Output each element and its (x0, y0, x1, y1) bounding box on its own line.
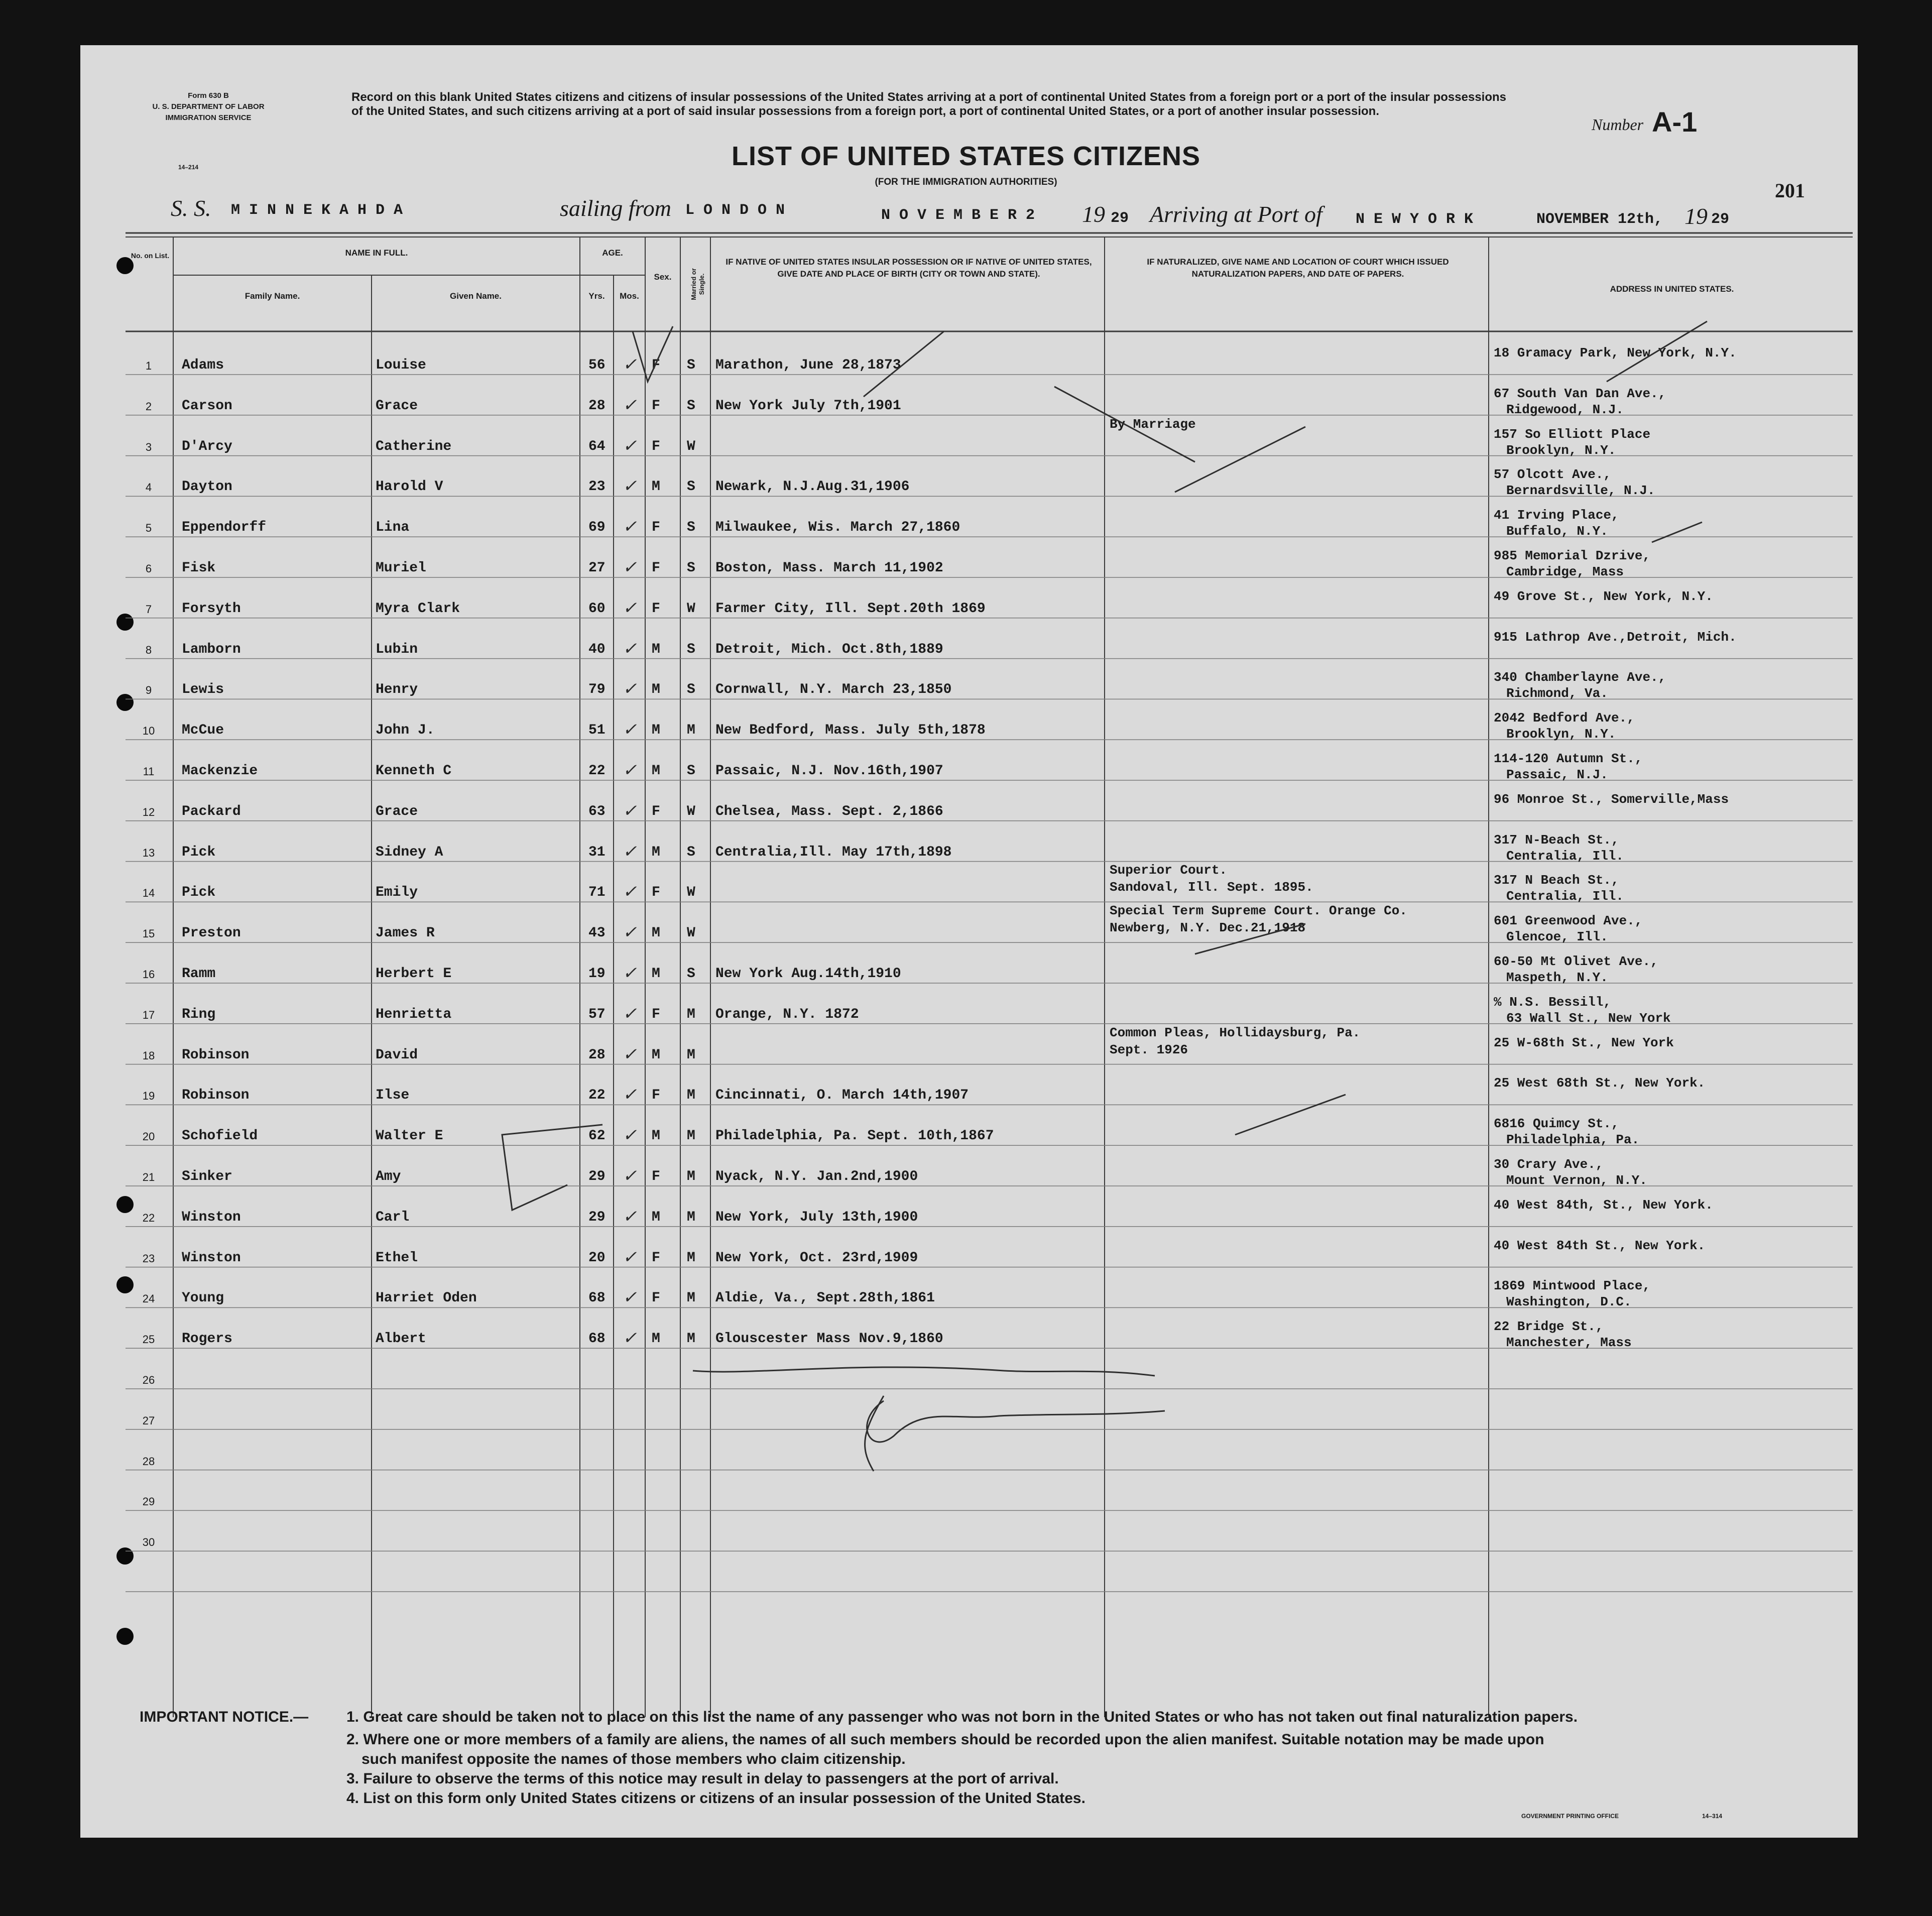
row-number: 29 (142, 1495, 155, 1508)
birth-place-date: Cincinnati, O. March 14th,1907 (715, 1088, 969, 1104)
sex: M (652, 723, 660, 739)
birth-place-date: Aldie, Va., Sept.28th,1861 (715, 1290, 935, 1306)
age-years: 69 (588, 520, 606, 536)
col-naturalized-header: IF NATURALIZED, GIVE NAME AND LOCATION OF COURT WHICH ISSUED NATURALIZATION PAPERS, AND DATE OF PAPERS. (1147, 257, 1449, 279)
family-name: Ring (182, 1006, 216, 1022)
check-mark-icon: ✓ (623, 1166, 637, 1186)
col-family-header: Family Name. (245, 291, 300, 301)
family-name: Ramm (182, 966, 216, 982)
check-mark-icon: ✓ (623, 720, 637, 740)
check-mark-icon: ✓ (623, 679, 637, 699)
address-line: Brooklyn, N.Y. (1506, 727, 1616, 742)
col-sex-header: Sex. (654, 272, 672, 282)
sail-year-prefix: 19 (1082, 201, 1105, 227)
birth-place-date: Nyack, N.Y. Jan.2nd,1900 (715, 1169, 918, 1184)
naturalization-line: Sept. 1926 (1110, 1042, 1188, 1057)
address-line: 2042 Bedford Ave., (1494, 710, 1635, 726)
sex: F (652, 601, 660, 617)
birth-place-date: Newark, N.J.Aug.31,1906 (715, 479, 910, 495)
age-years: 60 (588, 601, 606, 617)
given-name: Lubin (376, 641, 418, 657)
naturalization-line: Sandoval, Ill. Sept. 1895. (1110, 880, 1313, 895)
address-line: 60-50 Mt Olivet Ave., (1494, 954, 1658, 969)
check-mark-icon: ✓ (623, 1206, 637, 1227)
marital-status: S (687, 479, 695, 495)
marital-status: S (687, 520, 695, 536)
given-name: Ethel (376, 1250, 418, 1266)
family-name: Pick (182, 885, 216, 901)
arrival-year: 29 (1711, 211, 1730, 228)
age-years: 29 (588, 1169, 606, 1184)
birth-place-date: Cornwall, N.Y. March 23,1850 (715, 682, 952, 698)
birth-place-date: Marathon, June 28,1873 (715, 357, 901, 373)
marital-status: M (687, 1088, 695, 1104)
address-line: 40 West 84th St., New York. (1494, 1238, 1706, 1253)
col-name-header: NAME IN FULL. (345, 248, 408, 258)
marital-status: S (687, 641, 695, 657)
row-number: 28 (142, 1455, 155, 1468)
marital-status: S (687, 560, 695, 576)
given-name: Louise (376, 357, 426, 373)
marital-status: S (687, 763, 695, 779)
marital-status: S (687, 357, 695, 373)
sex: F (652, 357, 660, 373)
page-title: LIST OF UNITED STATES CITIZENS (732, 141, 1200, 171)
printer-credit: GOVERNMENT PRINTING OFFICE (1521, 1813, 1619, 1820)
age-years: 63 (588, 803, 606, 819)
address-line: 67 South Van Dan Ave., (1494, 386, 1666, 401)
birth-place-date: Glouscester Mass Nov.9,1860 (715, 1331, 943, 1347)
check-mark-icon: ✓ (623, 517, 637, 537)
arrival-year-prefix: 19 (1684, 203, 1708, 229)
check-mark-icon: ✓ (623, 395, 637, 415)
marital-status: S (687, 398, 695, 414)
sex: F (652, 885, 660, 901)
row-number: 26 (142, 1374, 155, 1386)
given-name: Harold V (376, 479, 443, 495)
check-mark-icon: ✓ (623, 963, 637, 983)
arrival-port: N E W Y O R K (1356, 211, 1474, 228)
family-name: Winston (182, 1209, 241, 1225)
age-years: 56 (588, 357, 606, 373)
given-name: David (376, 1047, 418, 1063)
given-name: Herbert E (376, 966, 452, 982)
given-name: Catherine (376, 438, 452, 454)
family-name: Forsyth (182, 601, 241, 617)
row-number: 8 (145, 643, 152, 656)
address-line: Manchester, Mass (1506, 1335, 1632, 1351)
naturalization-line: By Marriage (1110, 416, 1196, 432)
given-name: Sidney A (376, 844, 443, 860)
family-name: Robinson (182, 1088, 250, 1104)
address-line: 30 Crary Ave., (1494, 1157, 1604, 1172)
intro-text: Record on this blank United States citizens and citizens of insular possessions of the United States arriving at a port of continental United States from a foreign port or a port of the insular possessions of the United States, and such citizens arriving at a port of said insular possessions from a foreign port, a port of continental United States, or a port of another insular possession. (351, 90, 1506, 118)
sex: M (652, 682, 660, 698)
sex: F (652, 438, 660, 454)
address-line: 40 West 84th, St., New York. (1494, 1197, 1713, 1213)
given-name: John J. (376, 723, 435, 739)
row-number: 16 (142, 968, 155, 981)
family-name: Pick (182, 844, 216, 860)
birth-place-date: Centralia,Ill. May 17th,1898 (715, 844, 952, 860)
family-name: Rogers (182, 1331, 232, 1347)
check-mark-icon: ✓ (623, 760, 637, 780)
address-line: Bernardsville, N.J. (1506, 483, 1655, 499)
age-years: 28 (588, 398, 606, 414)
family-name: Preston (182, 925, 241, 941)
address-line: 317 N Beach St., (1494, 873, 1619, 888)
sex: M (652, 479, 660, 495)
col-birth-header: IF NATIVE OF UNITED STATES INSULAR POSSESSION OR IF NATIVE OF UNITED STATES, GIVE DATE AND PLACE OF BIRTH (CITY OR TOWN AND STATE). (726, 257, 1092, 279)
address-line: 18 Gramacy Park, New York, N.Y. (1494, 345, 1737, 361)
age-years: 40 (588, 641, 606, 657)
sex: M (652, 966, 660, 982)
address-line: Philadelphia, Pa. (1506, 1132, 1640, 1148)
address-line: 22 Bridge St., (1494, 1319, 1604, 1335)
check-mark-icon: ✓ (623, 1125, 637, 1146)
sex: M (652, 1209, 660, 1225)
birth-place-date: New York July 7th,1901 (715, 398, 901, 414)
given-name: Albert (376, 1331, 426, 1347)
address-line: Maspeth, N.Y. (1506, 970, 1608, 985)
row-number: 14 (142, 887, 155, 900)
address-line: Richmond, Va. (1506, 686, 1608, 701)
marital-status: M (687, 1169, 695, 1184)
sail-date: N O V E M B E R 2 (881, 207, 1035, 224)
address-line: 985 Memorial Dzrive, (1494, 548, 1651, 563)
family-name: Lamborn (182, 641, 241, 657)
address-line: 340 Chamberlayne Ave., (1494, 670, 1666, 685)
given-name: Walter E (376, 1128, 443, 1144)
row-number: 27 (142, 1414, 155, 1427)
age-years: 27 (588, 560, 606, 576)
address-line: Brooklyn, N.Y. (1506, 442, 1616, 458)
marital-status: M (687, 1006, 695, 1022)
birth-place-date: Farmer City, Ill. Sept.20th 1869 (715, 601, 986, 617)
address-line: Glencoe, Ill. (1506, 929, 1608, 945)
notice-item: 1. Great care should be taken not to place on this list the name of any passenger who was not born in the United States or who has not taken out final naturalization papers. (346, 1709, 1578, 1725)
given-name: Ilse (376, 1088, 410, 1104)
row-number: 6 (145, 562, 152, 575)
address-line: Passaic, N.J. (1506, 767, 1608, 782)
check-mark-icon: ✓ (623, 882, 637, 902)
address-line: Mount Vernon, N.Y. (1506, 1173, 1647, 1188)
age-years: 51 (588, 723, 606, 739)
address-line: Ridgewood, N.J. (1506, 402, 1624, 417)
family-name: Winston (182, 1250, 241, 1266)
given-name: Grace (376, 398, 418, 414)
sex: F (652, 560, 660, 576)
address-line: Buffalo, N.Y. (1506, 524, 1608, 539)
address-line: Centralia, Ill. (1506, 848, 1624, 864)
notice-item: 4. List on this form only United States citizens or citizens of an insular possession of the United States. (346, 1790, 1085, 1807)
family-name: Dayton (182, 479, 232, 495)
departure-port: L O N D O N (685, 202, 785, 219)
list-number: A-1 (1652, 106, 1698, 138)
birth-place-date: Chelsea, Mass. Sept. 2,1866 (715, 803, 943, 819)
family-name: Lewis (182, 682, 224, 698)
col-age-header: AGE. (602, 248, 623, 258)
given-name: Myra Clark (376, 601, 460, 617)
sex: F (652, 1169, 660, 1184)
family-name: Robinson (182, 1047, 250, 1063)
row-number: 5 (145, 522, 152, 535)
birth-place-date: Boston, Mass. March 11,1902 (715, 560, 943, 576)
address-line: 114-120 Autumn St., (1494, 751, 1643, 766)
check-mark-icon: ✓ (623, 476, 637, 497)
notice-item: 2. Where one or more members of a family are aliens, the names of all such members should be recorded upon the alien manifest. Suitable notation may be made upon (346, 1731, 1544, 1748)
address-line: 157 So Elliott Place (1494, 426, 1651, 442)
address-line: Washington, D.C. (1506, 1294, 1632, 1310)
sex: F (652, 398, 660, 414)
family-name: Adams (182, 357, 224, 373)
family-name: Fisk (182, 560, 216, 576)
number-label: Number (1592, 115, 1644, 134)
given-name: Henry (376, 682, 418, 698)
address-line: 49 Grove St., New York, N.Y. (1494, 588, 1713, 604)
given-name: Harriet Oden (376, 1290, 477, 1306)
sex: M (652, 1047, 660, 1063)
family-name: Young (182, 1290, 224, 1306)
check-mark-icon: ✓ (623, 1328, 637, 1349)
check-mark-icon: ✓ (623, 922, 637, 943)
notice-label: IMPORTANT NOTICE.— (140, 1709, 309, 1725)
marital-status: W (687, 803, 695, 819)
family-name: McCue (182, 723, 224, 739)
ship-name: M I N N E K A H D A (231, 202, 403, 219)
age-years: 62 (588, 1128, 606, 1144)
family-name: Carson (182, 398, 232, 414)
birth-place-date: Orange, N.Y. 1872 (715, 1006, 859, 1022)
arrival-date: NOVEMBER 12th, (1536, 211, 1663, 228)
row-number: 9 (145, 684, 152, 697)
age-years: 22 (588, 1088, 606, 1104)
row-number: 25 (142, 1333, 155, 1346)
address-line: Centralia, Ill. (1506, 889, 1624, 904)
service: IMMIGRATION SERVICE (165, 113, 252, 122)
birth-place-date: New York, Oct. 23rd,1909 (715, 1250, 918, 1266)
col-given-header: Given Name. (450, 291, 502, 301)
sex: F (652, 1290, 660, 1306)
given-name: Muriel (376, 560, 426, 576)
age-years: 29 (588, 1209, 606, 1225)
address-line: % N.S. Bessill, (1494, 994, 1612, 1010)
notice-item: 3. Failure to observe the terms of this notice may result in delay to passengers at the port of arrival. (346, 1770, 1059, 1787)
given-name: Carl (376, 1209, 410, 1225)
given-name: Lina (376, 520, 410, 536)
age-years: 43 (588, 925, 606, 941)
marital-status: M (687, 1047, 695, 1063)
check-mark-icon: ✓ (623, 1085, 637, 1105)
footer-code: 14–314 (1702, 1813, 1723, 1820)
marital-status: M (687, 1128, 695, 1144)
sex: M (652, 1128, 660, 1144)
ss-label: S. S. (171, 195, 211, 221)
family-name: Schofield (182, 1128, 258, 1144)
department: U. S. DEPARTMENT OF LABOR (152, 102, 265, 111)
address-line: 317 N-Beach St., (1494, 832, 1619, 848)
address-line: 601 Greenwood Ave., (1494, 913, 1643, 929)
age-years: 31 (588, 844, 606, 860)
sex: M (652, 641, 660, 657)
given-name: Grace (376, 803, 418, 819)
given-name: James R (376, 925, 435, 941)
address-line: 915 Lathrop Ave.,Detroit, Mich. (1494, 629, 1737, 645)
check-mark-icon: ✓ (623, 435, 637, 456)
row-number: 18 (142, 1049, 155, 1062)
col-address-header: ADDRESS IN UNITED STATES. (1610, 284, 1734, 294)
row-number: 23 (142, 1252, 155, 1265)
naturalization-line: Common Pleas, Hollidaysburg, Pa. (1110, 1025, 1361, 1040)
check-mark-icon: ✓ (623, 557, 637, 577)
row-number: 22 (142, 1211, 155, 1224)
row-number: 3 (145, 440, 152, 453)
check-mark-icon: ✓ (623, 800, 637, 821)
row-number: 10 (142, 725, 155, 738)
sail-year: 29 (1111, 210, 1129, 227)
sex: M (652, 844, 660, 860)
notice-item: such manifest opposite the names of those members who claim citizenship. (361, 1751, 906, 1767)
row-number: 17 (142, 1008, 155, 1021)
address-line: Cambridge, Mass (1506, 564, 1624, 579)
check-mark-icon: ✓ (623, 1003, 637, 1024)
row-number: 21 (142, 1171, 155, 1183)
row-number: 30 (142, 1536, 155, 1549)
age-years: 28 (588, 1047, 606, 1063)
age-years: 57 (588, 1006, 606, 1022)
marital-status: M (687, 1250, 695, 1266)
sailing-label: sailing from (560, 195, 671, 221)
naturalization-line: Special Term Supreme Court. Orange Co. (1110, 903, 1407, 919)
address-line: 25 West 68th St., New York. (1494, 1075, 1706, 1091)
marital-status: M (687, 1331, 695, 1347)
marital-status: M (687, 1290, 695, 1306)
marital-status: M (687, 723, 695, 739)
row-number: 7 (145, 603, 152, 616)
page-subtitle: (FOR THE IMMIGRATION AUTHORITIES) (875, 177, 1057, 187)
row-number: 15 (142, 927, 155, 940)
family-name: Eppendorff (182, 520, 267, 536)
sex: M (652, 925, 660, 941)
marital-status: W (687, 438, 695, 454)
marital-status: W (687, 925, 695, 941)
birth-place-date: Detroit, Mich. Oct.8th,1889 (715, 641, 943, 657)
check-mark-icon: ✓ (623, 841, 637, 862)
form-code: 14–214 (178, 164, 199, 171)
row-number: 13 (142, 846, 155, 859)
address-line: 6816 Quimcy St., (1494, 1116, 1619, 1132)
col-mos-header: Mos. (620, 291, 639, 301)
given-name: Amy (376, 1169, 401, 1184)
address-line: 96 Monroe St., Somerville,Mass (1494, 791, 1729, 807)
given-name: Kenneth C (376, 763, 452, 779)
marital-status: S (687, 844, 695, 860)
check-mark-icon: ✓ (623, 1287, 637, 1308)
arriving-label: Arriving at Port of (1150, 201, 1322, 227)
marital-status: S (687, 966, 695, 982)
sex: M (652, 1331, 660, 1347)
age-years: 68 (588, 1331, 606, 1347)
marital-status: W (687, 601, 695, 617)
birth-place-date: New Bedford, Mass. July 5th,1878 (715, 723, 986, 739)
form-number: Form 630 B (188, 91, 229, 100)
row-number: 11 (143, 765, 155, 778)
col-yrs-header: Yrs. (588, 291, 605, 301)
check-mark-icon: ✓ (623, 597, 637, 618)
birth-place-date: Passaic, N.J. Nov.16th,1907 (715, 763, 943, 779)
sex: F (652, 1088, 660, 1104)
age-years: 79 (588, 682, 606, 698)
age-years: 19 (588, 966, 606, 982)
check-mark-icon: ✓ (623, 354, 637, 375)
row-number: 20 (142, 1130, 155, 1143)
family-name: Sinker (182, 1169, 232, 1184)
age-years: 71 (588, 885, 606, 901)
age-years: 20 (588, 1250, 606, 1266)
address-line: 41 Irving Place, (1494, 508, 1619, 523)
marital-status: M (687, 1209, 695, 1225)
marital-status: S (687, 682, 695, 698)
col-no-header: No. on List. (131, 252, 170, 260)
naturalization-line: Newberg, N.Y. Dec.21,1918 (1110, 920, 1306, 936)
sex: F (652, 803, 660, 819)
naturalization-line: Superior Court. (1110, 863, 1228, 878)
row-number: 1 (145, 360, 152, 372)
row-number: 2 (145, 400, 152, 413)
birth-place-date: New York, July 13th,1900 (715, 1209, 918, 1225)
sex: M (652, 763, 660, 779)
family-name: D'Arcy (182, 438, 232, 454)
sex: F (652, 1006, 660, 1022)
row-number: 19 (142, 1090, 155, 1103)
address-line: 63 Wall St., New York (1506, 1010, 1671, 1026)
row-number: 4 (145, 481, 152, 494)
birth-place-date: Philadelphia, Pa. Sept. 10th,1867 (715, 1128, 994, 1144)
age-years: 23 (588, 479, 606, 495)
check-mark-icon: ✓ (623, 1247, 637, 1267)
col-married-header: Married or Single. (690, 268, 705, 300)
age-years: 22 (588, 763, 606, 779)
birth-place-date: Milwaukee, Wis. March 27,1860 (715, 520, 960, 536)
age-years: 68 (588, 1290, 606, 1306)
check-mark-icon: ✓ (623, 1044, 637, 1064)
sex: F (652, 520, 660, 536)
address-line: 1869 Mintwood Place, (1494, 1278, 1651, 1294)
family-name: Mackenzie (182, 763, 258, 779)
check-mark-icon: ✓ (623, 638, 637, 659)
page-number: 201 (1775, 179, 1805, 202)
row-number: 12 (142, 805, 155, 818)
given-name: Emily (376, 885, 418, 901)
birth-place-date: New York Aug.14th,1910 (715, 966, 901, 982)
sex: F (652, 1250, 660, 1266)
age-years: 64 (588, 438, 606, 454)
given-name: Henrietta (376, 1006, 452, 1022)
address-line: 25 W-68th St., New York (1494, 1035, 1674, 1050)
family-name: Packard (182, 803, 241, 819)
address-line: 57 Olcott Ave., (1494, 467, 1612, 483)
row-number: 24 (142, 1292, 155, 1305)
marital-status: W (687, 885, 695, 901)
